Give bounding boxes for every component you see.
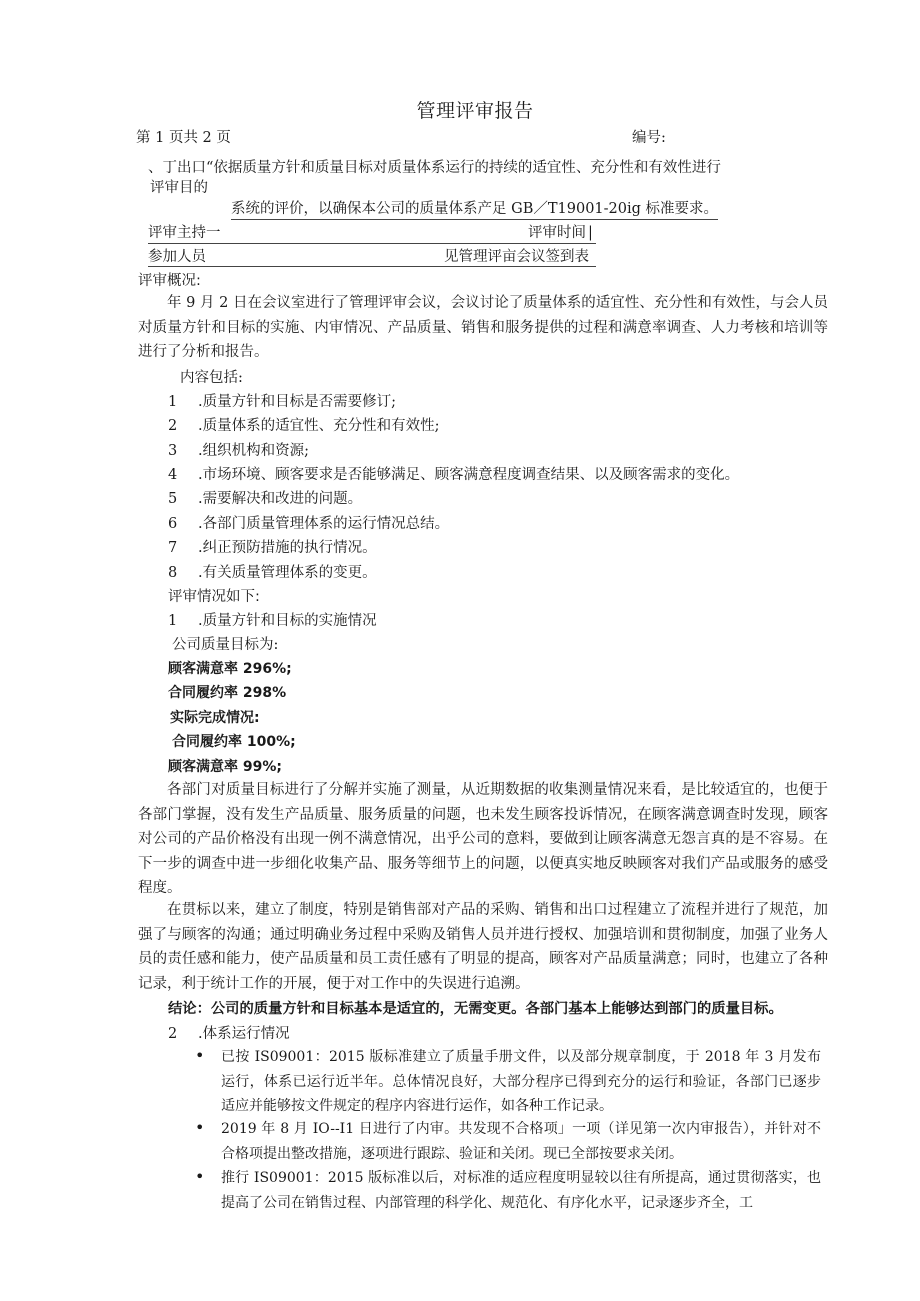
list-item (168, 439, 309, 460)
section-1-title (168, 609, 377, 630)
section-num: 2 (168, 1026, 178, 1042)
list-text: .各部门质量管理体系的运行情况总结。 (198, 516, 450, 532)
contents-intro: 内容包括: (180, 370, 243, 386)
list-num: 7 (168, 540, 178, 556)
goal-intro: 公司质量目标为: (172, 637, 279, 653)
participants-value: 见管理评亩会议签到表 (444, 249, 589, 265)
list-text: .组织机构和资源; (198, 443, 309, 459)
list-num: 6 (168, 516, 178, 532)
bullet-item: 已按 IS09001：2015 版标准建立了质量手册文件，以及部分规章制度，于 2018 年 3 月发布运行，体系已运行近半年。总体情况良好，大部分程序已得到充分的运行和验证，各部门已逐步适应并能够按文件规定的程序内容进行运作，如各种工作记录。 (221, 1049, 821, 1114)
list-item (168, 390, 396, 411)
list-num: 1 (168, 394, 178, 410)
list-num: 2 (168, 418, 178, 434)
actual-heading: 实际完成情况: (170, 710, 260, 726)
goal-customer-satisfaction: 顾客满意率 296%; (168, 661, 292, 677)
list-text: .需要解决和改进的问题。 (198, 491, 363, 507)
host-label: 评审主持一 (148, 225, 221, 241)
list-item (168, 512, 449, 533)
purpose-text-2: 系统的评价，以确保本公司的质量体系产足 GB／T19001-20ig 标准要求。 (231, 197, 718, 220)
participants-row (148, 245, 596, 267)
time-cell: 评审时间 | (528, 221, 596, 244)
list-num: 5 (168, 491, 178, 507)
actual-customer-satisfaction: 顾客满意率 99%; (168, 759, 282, 775)
conclusion: 结论：公司的质量方针和目标基本是适宜的，无需变更。各部门基本上能够达到部门的质量目标。 (168, 1001, 783, 1017)
overview-heading: 评审概况: (138, 273, 201, 289)
participants-label: 参加人员 (148, 249, 206, 265)
list-num: 8 (168, 565, 178, 581)
section-title: .质量方针和目标的实施情况 (198, 613, 377, 629)
list-text: .有关质量管理体系的变更。 (198, 565, 377, 581)
actual-contract-fulfillment: 合同履约率 100%; (172, 734, 296, 750)
list-num: 3 (168, 443, 178, 459)
purpose-prefix: 、丁出口“ (148, 160, 214, 176)
bullet-item: 推行 IS09001：2015 版标准以后，对标准的适应程度明显较以往有所提高，通过贯彻落实，也提高了公司在销售过程、内部管理的科学化、规范化、有序化水平，记录逐步齐全，工 (221, 1170, 821, 1211)
section-2-title (168, 1022, 290, 1043)
list-text: .纠正预防措施的执行情况。 (198, 540, 377, 556)
bullet-dot-icon: • (195, 1118, 205, 1137)
paragraph-measurement: 各部门对质量目标进行了分解并实施了测量，从近期数据的收集测量情况来看，是比较适宜的，也便于各部门掌握，没有发生产品质量、服务质量的问题，也未发生顾客投诉情况，在顾客满意调查时发现，顾客对公司的产品价格没有出现一例不满意情况，出乎公司的意料，要做到让顾客满意无怨言真的是不容易。在下一步的调查中进一步细化收集产品、服务等细节上的问题，以便真实地反映顾客对我们产品或服务的感受程度。 (138, 782, 828, 896)
list-item (168, 463, 739, 484)
list-text: .市场环境、顾客要求是否能够满足、顾客满意程度调查结果、以及顾客需求的变化。 (198, 467, 740, 483)
purpose-text-1: 依据质量方针和质量目标对质量体系运行的持续的适宜性、充分性和有效性进行 (213, 160, 721, 176)
bullet-item: 2019 年 8 月 IO--I1 日进行了内审。共发现不合格项」一项（详见第一次内审报告），并针对不合格项提出整改措施，逐项进行跟踪、验证和关闭。现已全部按要求关闭。 (221, 1121, 821, 1162)
section-title: .体系运行情况 (198, 1026, 290, 1042)
list-item (168, 414, 440, 435)
host-row (148, 221, 528, 244)
section-num: 1 (168, 613, 178, 629)
overview-paragraph: 年 9 月 2 日在会议室进行了管理评审会议，会议讨论了质量体系的适宜性、充分性和有效性，与会人员对质量方针和目标的实施、内审情况、产品质量、销售和服务提供的过程和满意率调查、人力考核和培训等进行了分析和报告。 (138, 295, 828, 360)
list-item (168, 536, 377, 557)
list-item (168, 561, 377, 582)
number-label: 编号: (632, 130, 666, 146)
list-text: .质量体系的适宜性、充分性和有效性; (198, 418, 440, 434)
bullet-dot-icon: • (195, 1167, 205, 1186)
list-item (168, 487, 362, 508)
time-label: 评审时间 (528, 225, 586, 241)
bullet-dot-icon: • (195, 1046, 205, 1065)
review-heading: 评审情况如下: (168, 589, 260, 605)
list-num: 4 (168, 467, 178, 483)
page-title: 管理评审报告 (416, 100, 534, 122)
page-info: 第 1 页共 2 页 (136, 130, 231, 146)
paragraph-implementation: 在贯标以来，建立了制度，特别是销售部对产品的采购、销售和出口过程建立了流程并进行了规范，加强了与顾客的沟通；通过明确业务过程中采购及销售人员并进行授权、加强培训和贯彻制度，加强了业务人员的责任感和能力，使产品质量和员工责任感有了明显的提高，顾客对产品质量满意；同时，也建立了各种记录，利于统计工作的开展，便于对工作中的失误进行追溯。 (138, 902, 828, 992)
purpose-label: 评审目的 (150, 180, 208, 196)
purpose-line-1 (148, 156, 721, 177)
goal-contract-fulfillment: 合同履约率 298% (168, 685, 287, 701)
list-text: .质量方针和目标是否需要修订; (198, 394, 396, 410)
